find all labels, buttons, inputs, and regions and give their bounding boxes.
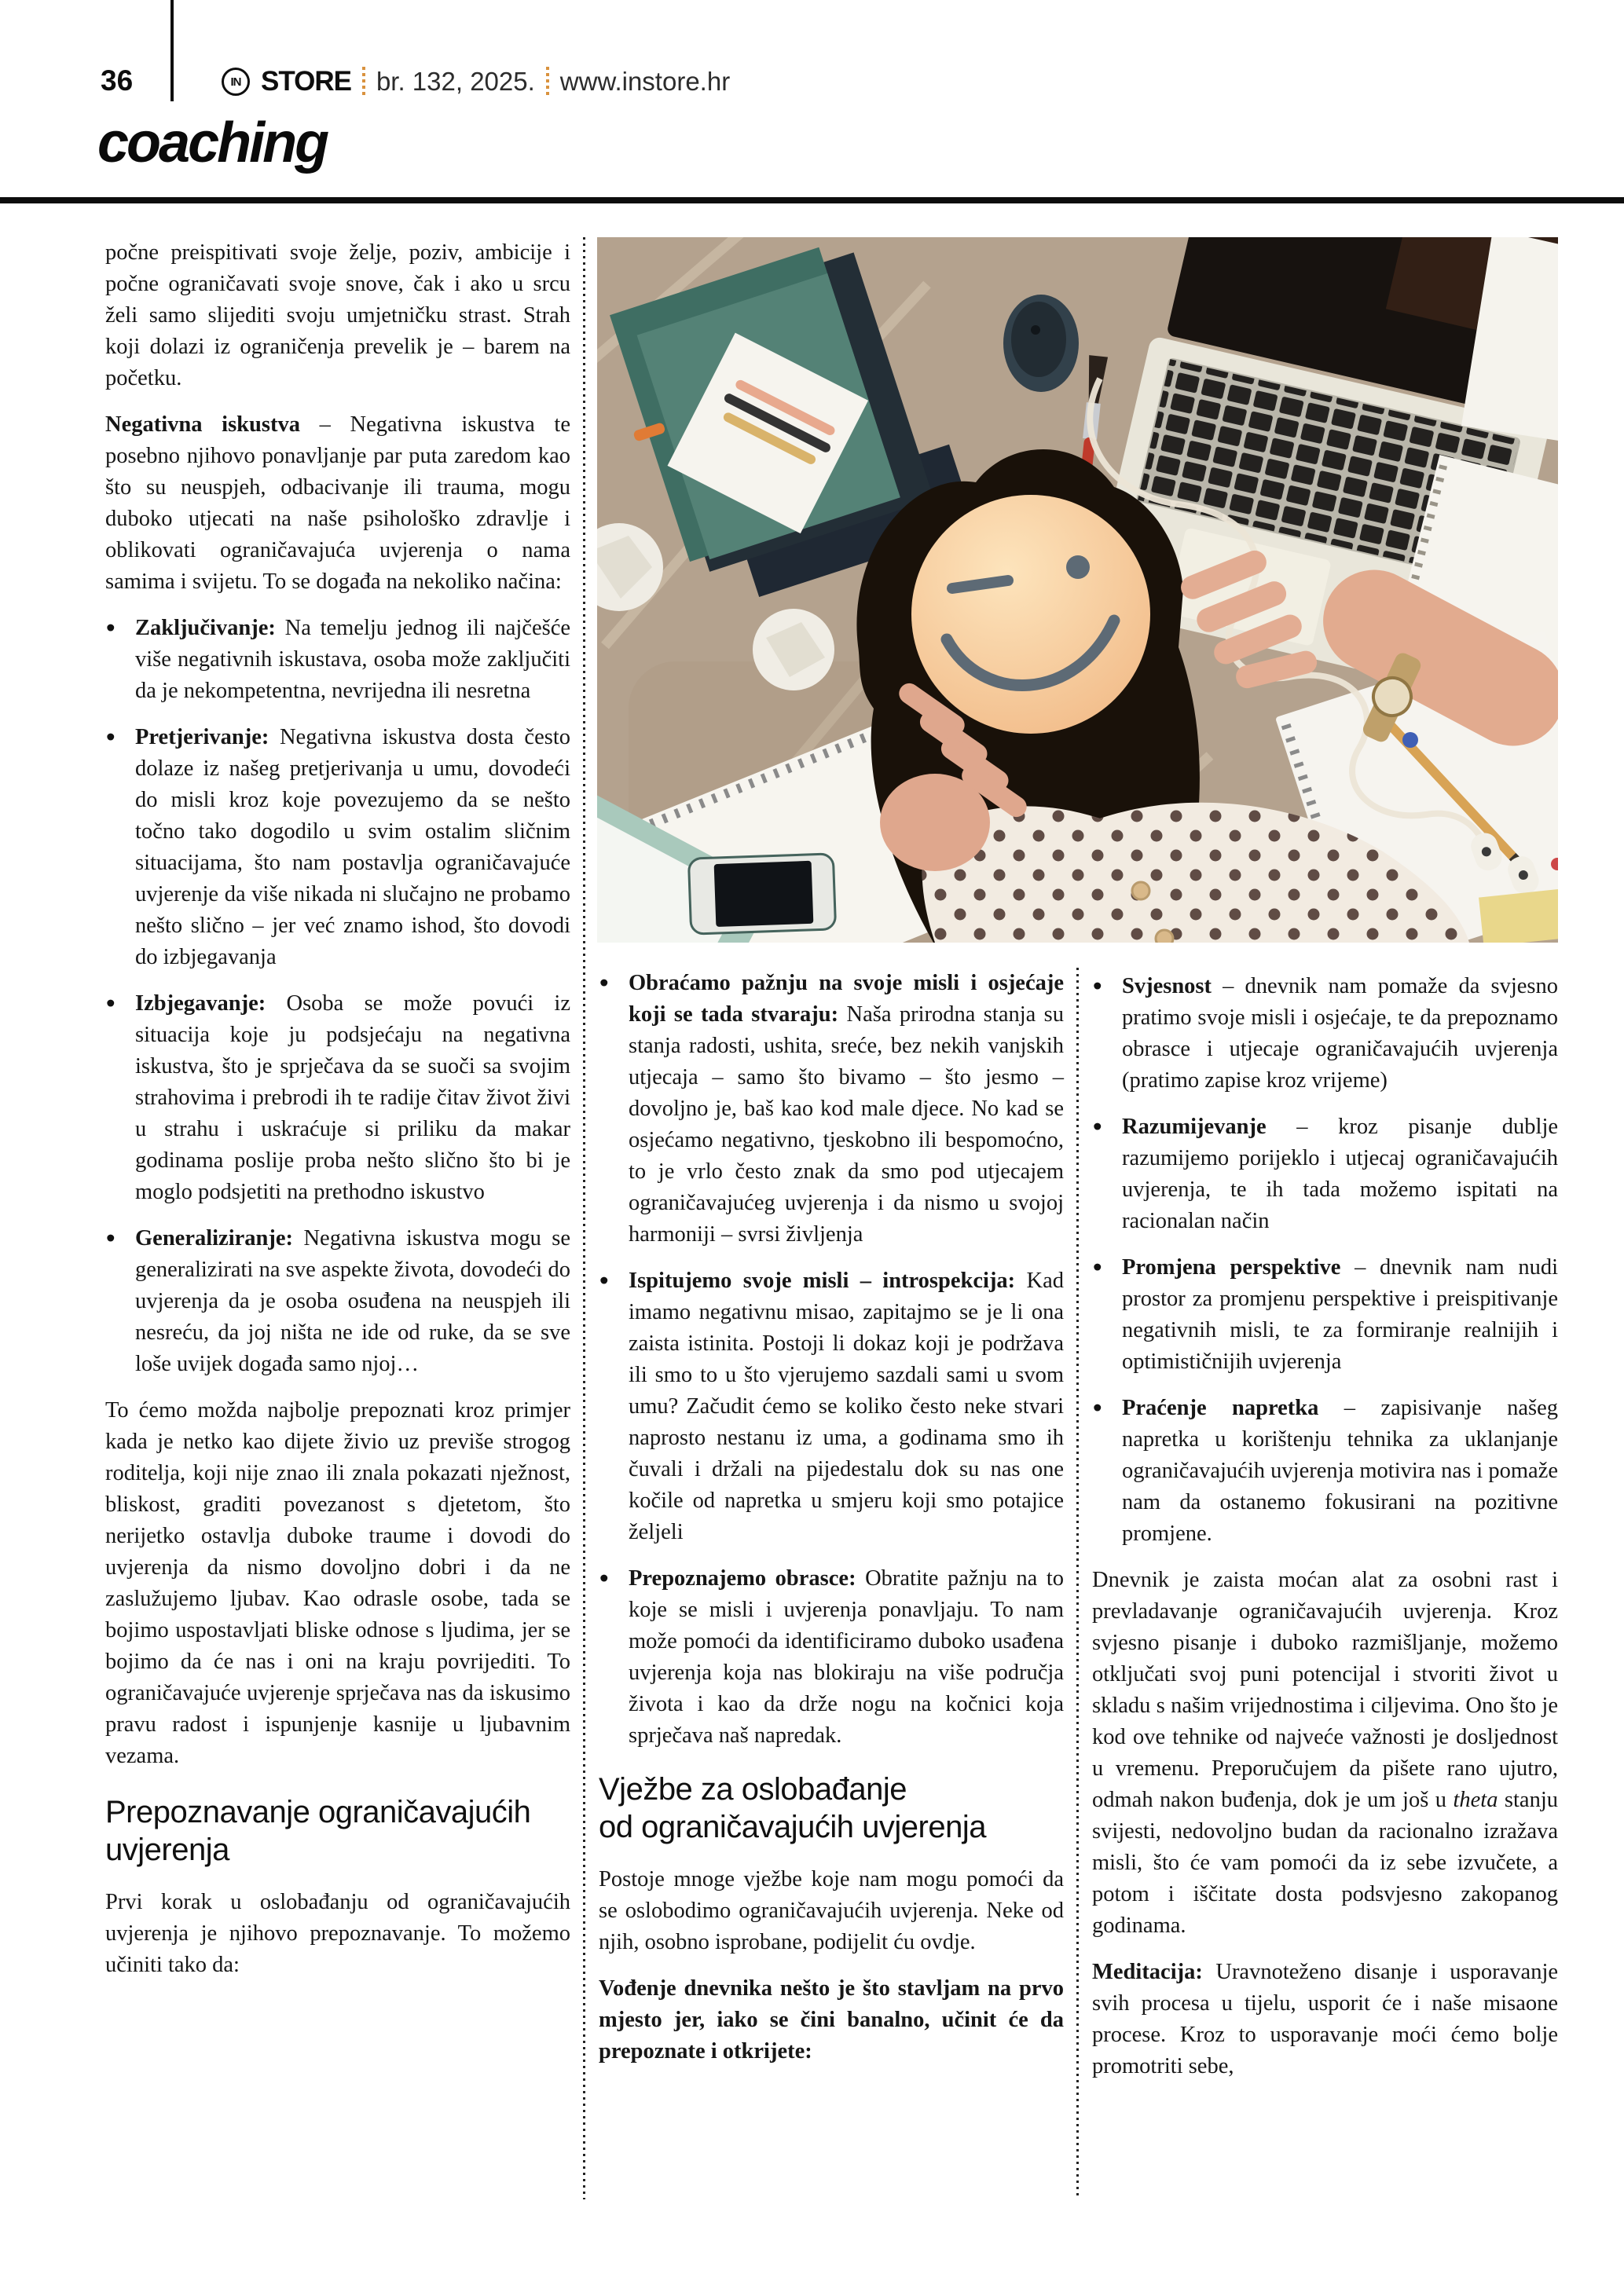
header — [222, 66, 730, 97]
body-paragraph: počne preispitivati svoje želje, poziv, ambicije i počne ograničavati svoje snove, čak i ako u srcu želi samo slijediti svoju umjetničku strast. Strah koji dolazi iz ograničenja prevelik je – barem na početku. — [105, 240, 570, 390]
issue-number: br. 132, 2025. — [376, 67, 535, 96]
column-middle — [599, 968, 1064, 2082]
bullet-list — [1092, 971, 1558, 1550]
body-paragraph: Dnevnik je zaista moćan alat za osobni rast i prevladavanje ograničavajućih uvjerenja. Kroz svjesno pisanje i duboko razmišljanje, možemo otključati svoj puni potencijal i stvoriti život u skladu s našim vrijednostima i ciljevima. Ono što je kod ove tehnike od najveće važnosti je dosljednost u vremenu. Preporučujem da pišete rano ujutro, odmah nakon buđenja, dok je um još u theta stanju svijesti, nedovoljno budan da racionalno izražava misli, što će vam pomoći da iz sebe izvučete, a potom i iščitate dosta podsvjesno zakopanog godinama. — [1092, 1568, 1559, 1938]
bullet-item: • Pretjerivanje: Negativna iskustva dosta često dolaze iz našeg pretjerivanja u umu, dovodeći do misli kroz koje povezujemo da se nešto točno tako dogodilo u svim ostalim sličnim situacijama, što nam postavlja ograničavajuće uvjerenje da više nikada ni slučajno ne probamo nešto slično – jer već znamo ishod, što dovodi do izbjegavanja — [105, 722, 570, 973]
column-divider — [1076, 968, 1079, 2199]
shirt-button — [1132, 882, 1149, 899]
body-paragraph-bold: Vođenje dnevnika nešto je što stavljam na prvo mjesto jer, iako se čini banalno, učinit će da prepoznate i otkrijete: — [599, 1976, 1064, 2063]
bullet-item: • Praćenje napretka – zapisivanje našeg napretka u korištenju tehnika za uklanjanje ograničavajućih uvjerenja motivira nas i pomaže nam da ostanemo fokusirani na pozitivne promjene. — [1092, 1393, 1558, 1550]
bullet-item: • Svjesnost – dnevnik nam pomaže da svjesno pratimo svoje misli i osjećaje, te da prepoznamo obrasce i utjecaje ograničavajućih uvjerenja (pratimo zapise kroz vrijeme) — [1092, 971, 1558, 1097]
bullet-list — [599, 968, 1064, 1752]
smiley-open-eye — [1066, 555, 1090, 579]
photo-candle-jar — [1003, 295, 1079, 392]
subheading: Prepoznavanje ograničavajućih uvjerenja — [105, 1795, 531, 1867]
column-right — [1092, 971, 1558, 2097]
logo-mark: IN — [230, 75, 241, 89]
photo-smartphone — [688, 854, 835, 934]
bullet-item: • Obraćamo pažnju na svoje misli i osjećaje koji se tada stvaraju: Naša prirodna stanja su stanja radosti, ushita, sreće, bez nekih vanjskih utjecaja – samo što bivamo – što jesmo – dovoljno je, baš kao kod male djece. No kad se osjećamo negativno, tjeskobno ili bespomoćno, to je vrlo često znak da smo pod utjecajem ograničavajućeg uvjerenja i da nismo u svojoj harmoniji – svrsi življenja — [599, 968, 1064, 1251]
photo-pushpin-blue — [1402, 732, 1418, 748]
bullet-item: • Promjena perspektive – dnevnik nam nudi prostor za promjenu perspektive i preispitivanje negativnih misli, te za formiranje realnijih i optimističnijih uvjerenja — [1092, 1252, 1558, 1378]
website-url: www.instore.hr — [559, 67, 731, 96]
bullet-item: • Zaključivanje: Na temelju jednog ili najčešće više negativnih iskustava, osoba može zaključiti da je nekompetentna, nevrijedna ili nesretna — [105, 613, 570, 707]
magazine-name: STORE — [261, 66, 351, 97]
header-divider-line — [170, 0, 174, 101]
photo-smiley-face — [911, 495, 1150, 734]
body-paragraph: To ćemo možda najbolje prepoznati kroz primjer kada je netko kao dijete živio uz previše strogog roditelja, koji nije znao ili znala pokazati nježnost, bliskost, graditi povezanost s djetetom, što nerijetko ostavlja duboke traume i dovodi do uvjerenja da nismo dovoljno dobri i da ne zaslužujemo ljubav. Kao odrasle osobe, tada se bojimo uspostavljati bliske odnose s ljudima, jer se bojimo da će nas i oni na kraju povrijediti. To ograničavajuće uvjerenje sprječava nas da iskusimo pravu radost i ispunjenje kasnije u ljubavnim vezama. — [105, 1398, 570, 1768]
photo-sticky-note — [1479, 889, 1558, 943]
bullet-list — [105, 613, 570, 1380]
bullet-item: • Ispitujemo svoje misli – introspekcija: Kad imamo negativnu misao, zapitajmo se je li ona zaista istinita. Postoji li dokaz koji je podržava ili smo to u što vjerujemo sazdali sami u svom umu? Začudit ćemo se koliko često neke stvari naprosto nestanu iz uma, a godinama smo ih čuvali i držali na pijedestalu dok su nas one kočile od napretka u smjeru koji smo potajice željeli — [599, 1265, 1064, 1548]
bullet-item: • Generaliziranje: Negativna iskustva mogu se generalizirati na sve aspekte života, dovodeći do uvjerenja da je osoba osuđena na neuspjeh ili nesreću, da joj ništa ne ide od ruke, da se sve loše uvijek događa samo njoj… — [105, 1223, 570, 1380]
smiley-wink-eye — [952, 580, 1008, 588]
bullet-item: • Razumijevanje – kroz pisanje dublje razumijemo porijeklo i utjecaj ograničavajućih uvjerenja, te ih tada možemo ispitati na racionalan način — [1092, 1111, 1558, 1237]
desk-scene-photo — [597, 237, 1558, 943]
bullet-item: • Izbjegavanje: Osoba se može povući iz situacija koje ju podsjećaju na negativna iskustva, što je sprječava da se suoči sa svojim strahovima i prebrodi ih te radije čitav život živi u strahu i uskraćuje si priliku da makar godinama poslije proba nešto slično što bi je moglo podsjetiti na prethodno iskustvo — [105, 988, 570, 1208]
bullet-item: • Prepoznajemo obrasce: Obratite pažnju na to koje se misli i uvjerenja ponavljaju. To nam može pomoći da identificiramo duboko usađena uvjerenja koja nas blokiraju na više područja života i kao da drže nogu na kočnici koja sprječava naš napredak. — [599, 1563, 1064, 1752]
header-rule — [0, 197, 1624, 203]
paragraph-lead: Negativna iskustva — [105, 412, 300, 437]
body-paragraph: Meditacija: Uravnoteženo disanje i usporavanje svih procesa u tijelu, usporit će i naše misaone procese. Kroz to usporavanje moći ćemo bolje promotriti sebe, — [1092, 1960, 1559, 2078]
article-photo — [597, 237, 1558, 943]
subheading: Vježbe za oslobađanje od ograničavajućih uvjerenja — [599, 1772, 986, 1844]
instore-logo-icon — [222, 68, 250, 96]
section-title: coaching — [97, 112, 328, 174]
column-divider — [583, 237, 585, 2199]
orange-dotted-separator-icon — [546, 67, 549, 97]
column-left — [105, 237, 570, 1996]
body-paragraph: Prvi korak u oslobađanju od ograničavajućih uvjerenja je njihovo prepoznavanje. To možemo učiniti tako da: — [105, 1890, 570, 1977]
body-paragraph: Postoje mnoge vježbe koje nam mogu pomoći da se oslobodimo ograničavajućih uvjerenja. Neke od njih, osobno isprobane, podijelit ću ovdje. — [599, 1867, 1064, 1954]
paragraph-lead: Meditacija: — [1092, 1960, 1203, 1984]
orange-dotted-separator-icon — [362, 67, 365, 97]
italic-term: theta — [1453, 1788, 1498, 1812]
body-paragraph: Negativna iskustva – Negativna iskustva te posebno njihovo ponavljanje par puta zaredom kao što su neuspjeh, odbacivanje ili trauma, mogu duboko utjecati na naše psihološko zdravlje i oblikovati ograničavajuća uvjerenja o nama samima i svijetu. To se događa na nekoliko načina: — [105, 412, 570, 594]
shirt-button — [1156, 930, 1173, 943]
page-number: 36 — [101, 64, 134, 97]
